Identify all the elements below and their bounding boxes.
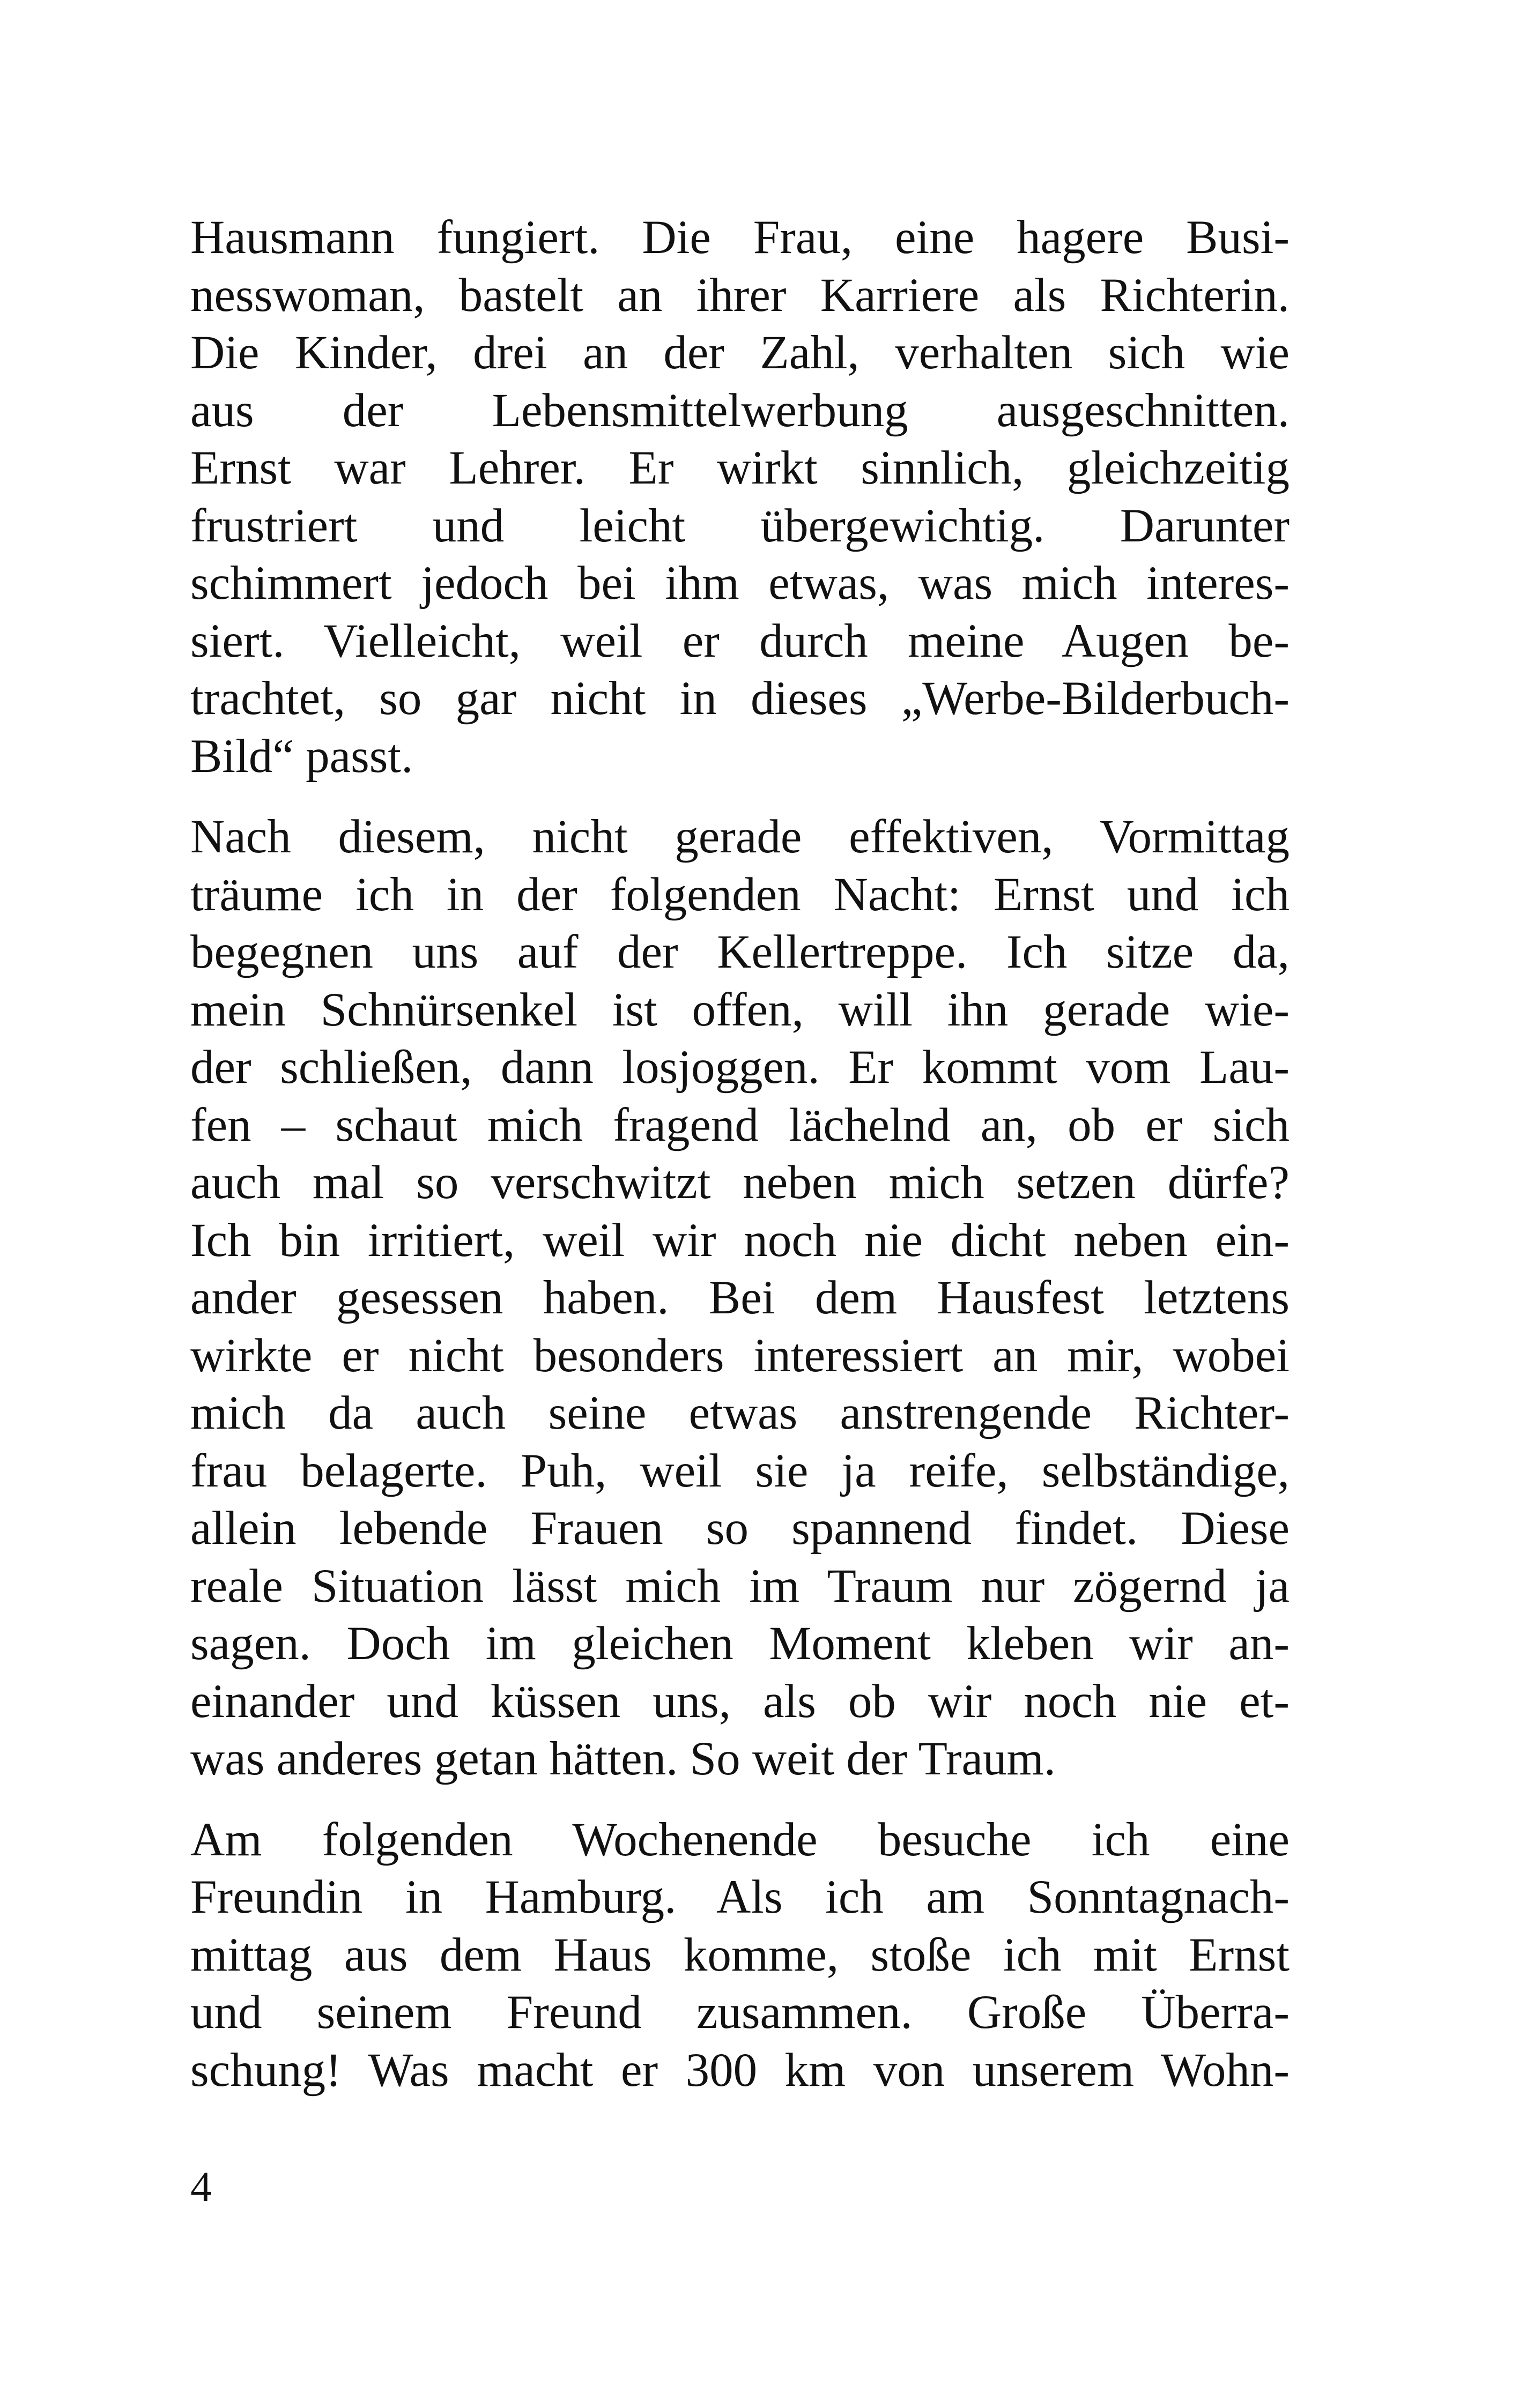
text-line: begegnen uns auf der Kellertreppe. Ich sitze da, xyxy=(190,926,1290,978)
text-line: frustriert und leicht übergewichtig. Darunter xyxy=(190,499,1290,552)
text-line: schung! Was macht er 300 km von unserem Wohn- xyxy=(190,2043,1290,2097)
text-line: fen – schaut mich fragend lächelnd an, ob er sich xyxy=(190,1098,1290,1151)
text-line: Hausmann fungiert. Die Frau, eine hagere Busi- xyxy=(190,211,1290,264)
text-line: und seinem Freund zusammen. Große Überra- xyxy=(190,1986,1290,2039)
text-line: mein Schnürsenkel ist offen, will ihn gerade wie- xyxy=(190,983,1290,1036)
paragraph-1 xyxy=(190,209,1290,785)
text-line: ander gesessen haben. Bei dem Hausfest letztens xyxy=(190,1272,1290,1324)
text-line: sagen. Doch im gleichen Moment kleben wir an- xyxy=(190,1617,1290,1670)
text-line: Nach diesem, nicht gerade effektiven, Vormittag xyxy=(190,811,1290,863)
text-line: der schließen, dann losjoggen. Er kommt vom Lau- xyxy=(190,1041,1290,1094)
text-line: Freundin in Hamburg. Als ich am Sonntagnach- xyxy=(190,1871,1290,1923)
text-line: Ich bin irritiert, weil wir noch nie dicht neben ein- xyxy=(190,1214,1290,1267)
text-line: schimmert jedoch bei ihm etwas, was mich interes- xyxy=(190,557,1290,610)
text-line: trachtet, so gar nicht in dieses „Werbe-Bilderbuch- xyxy=(190,672,1290,725)
text-line: wirkte er nicht besonders interessiert an mir, wobei xyxy=(190,1329,1290,1382)
paragraph-3 xyxy=(190,1811,1290,2100)
paragraph-2 xyxy=(190,808,1290,1788)
text-line: allein lebende Frauen so spannend findet. Diese xyxy=(190,1502,1290,1555)
text-line: Am folgenden Wochenende besuche ich eine xyxy=(190,1813,1290,1866)
text-line: auch mal so verschwitzt neben mich setzen dürfe? xyxy=(190,1156,1290,1209)
text-line: Die Kinder, drei an der Zahl, verhalten sich wie xyxy=(190,326,1290,379)
body-text xyxy=(190,209,1290,2122)
text-line: reale Situation lässt mich im Traum nur zögernd ja xyxy=(190,1559,1290,1612)
page-number: 4 xyxy=(190,2164,212,2211)
text-line: Ernst war Lehrer. Er wirkt sinnlich, gleichzeitig xyxy=(190,442,1290,494)
text-line: mittag aus dem Haus komme, stoße ich mit Ernst xyxy=(190,1928,1290,1981)
text-line: einander und küssen uns, als ob wir noch nie et- xyxy=(190,1675,1290,1728)
text-line: Bild“ passt. xyxy=(190,730,413,783)
text-line: siert. Vielleicht, weil er durch meine Augen be- xyxy=(190,614,1290,667)
text-line: mich da auch seine etwas anstrengende Richter- xyxy=(190,1387,1290,1439)
text-line: frau belagerte. Puh, weil sie ja reife, selbständige, xyxy=(190,1444,1290,1497)
text-line: was anderes getan hätten. So weit der Traum. xyxy=(190,1733,1056,1785)
text-line: nesswoman, bastelt an ihrer Karriere als Richterin. xyxy=(190,269,1290,322)
text-line: träume ich in der folgenden Nacht: Ernst und ich xyxy=(190,868,1290,921)
text-line: aus der Lebensmittelwerbung ausgeschnitten. xyxy=(190,384,1290,437)
